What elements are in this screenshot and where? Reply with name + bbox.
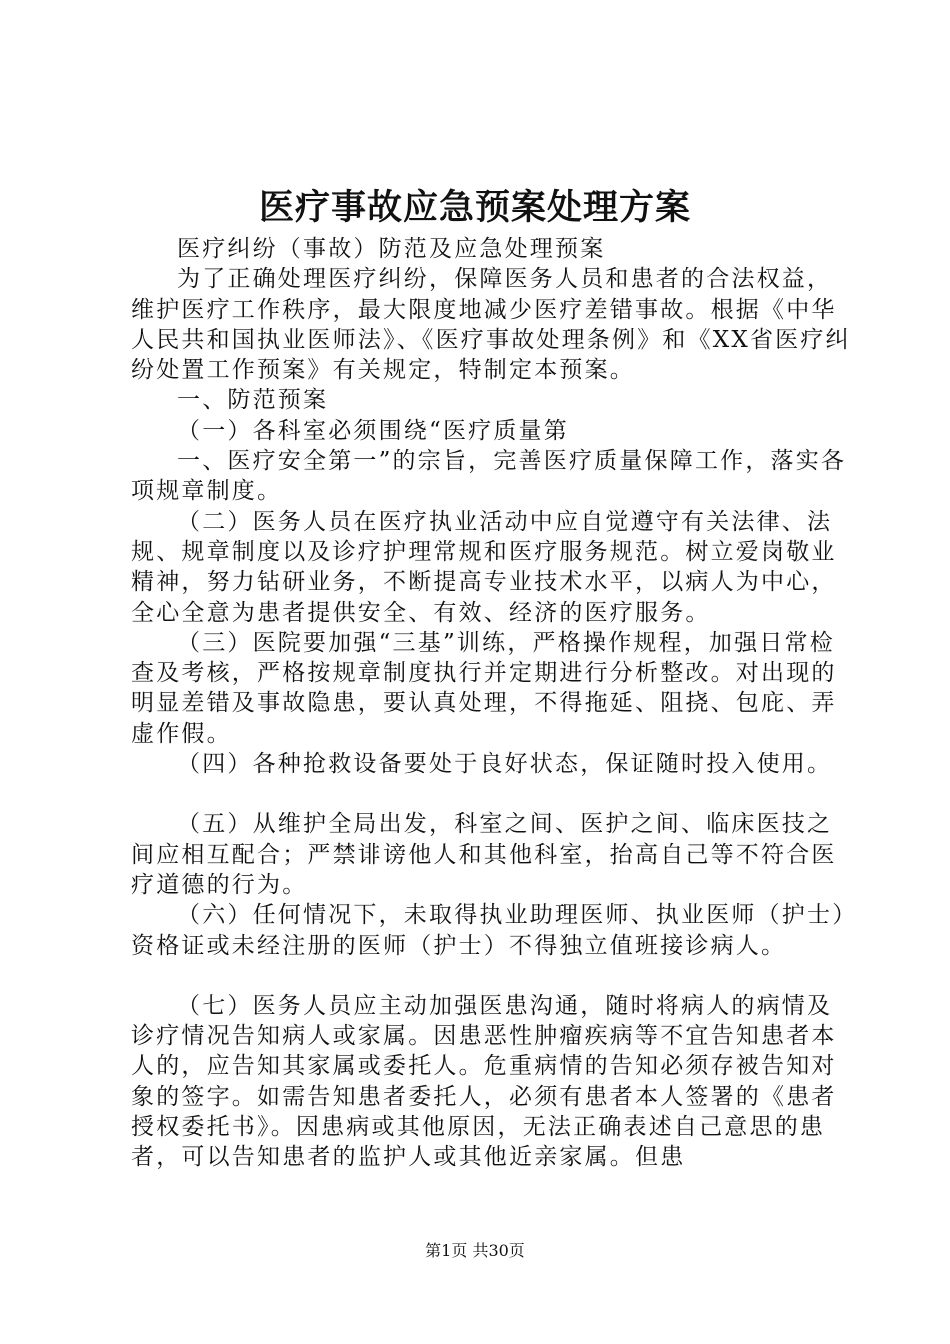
- page-number: 第1页 共30页: [425, 1241, 525, 1260]
- paragraph-item-5: （五）从维护全局出发，科室之间、医护之间、临床医技之间应相互配合；严禁诽谤他人和其他科室，抬高自己等不符合医疗道德的行为。: [131, 811, 837, 898]
- paragraph-item-3: （三）医院要加强“三基”训练，严格操作规程，加强日常检查及考核，严格按规章制度执行并定期进行分析整改。对出现的明显差错及事故隐患，要认真处理，不得拖延、阻挠、包庇、弄虚作假。: [131, 629, 837, 747]
- paragraph-item-4: （四）各种抢救设备要处于良好状态，保证随时投入使用。: [177, 751, 833, 778]
- section-heading-prevention: 一、防范预案: [177, 387, 329, 414]
- paragraph-item-7: （七）医务人员应主动加强医患沟通，随时将病人的病情及诊疗情况告知病人或家属。因患恶性肿瘤疾病等不宜告知患者本人的，应告知其家属或委托人。危重病情的告知必须存被告知对象的签字。如需告知患者委托人，必须有患者本人签署的《患者授权委托书》。因患病或其他原因，无法正确表述自己意思的患者，可以告知患者的监护人或其他近亲家属。但患: [131, 992, 837, 1171]
- document-body: [131, 234, 851, 1173]
- paragraph-item-6: （六）任何情况下，未取得执业助理医师、执业医师（护士）资格证或未经注册的医师（护士）不得独立值班接诊病人。: [131, 902, 846, 959]
- paragraph-item-1-cont: 一、医疗安全第一”的宗旨，完善医疗质量保障工作，落实各项规章制度。: [131, 448, 847, 505]
- paragraph-subtitle: 医疗纠纷（事故）防范及应急处理预案: [177, 236, 606, 262]
- paragraph-item-2: （二）医务人员在医疗执业活动中应自觉遵守有关法律、法规、规章制度以及诊疗护理常规和医疗服务规范。树立爱岗敬业精神，努力钻研业务，不断提高专业技术水平，以病人为中心，全心全意为患者提供安全、有效、经济的医疗服务。: [131, 508, 837, 626]
- document-title: 医疗事故应急预案处理方案: [258, 187, 691, 228]
- paragraph-item-1-start: （一）各科室必须围绕“医疗质量第: [177, 417, 569, 444]
- paragraph-intro: 为了正确处理医疗纠纷，保障医务人员和患者的合法权益，维护医疗工作秩序，最大限度地减少医疗差错事故。根据《中华人民共和国执业医师法》、《医疗事故处理条例》和《XX省医疗纠纷处置工作预案》有关规定，特制定本预案。: [131, 266, 851, 384]
